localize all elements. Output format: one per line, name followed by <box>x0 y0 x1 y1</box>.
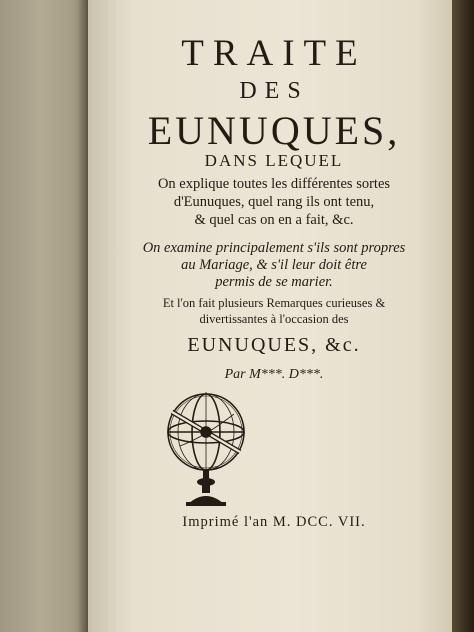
description-line: & quel cas on en a fait, &c. <box>194 212 354 228</box>
description-paragraph-2 <box>88 240 460 291</box>
title-repeat: EUNUQUES, &c. <box>187 334 361 356</box>
description-line: permis de se marier. <box>215 274 333 290</box>
armillary-sphere-icon <box>158 388 254 508</box>
description-line: On examine principalement s'ils sont propres <box>142 240 406 256</box>
subtitle: DANS LEQUEL <box>204 151 344 170</box>
title-line-1: TRAITE <box>181 33 367 74</box>
description-line: On explique toutes les différentes sortes <box>157 176 391 192</box>
description-paragraph-1 <box>88 175 460 229</box>
description-line: divertissantes à l'occasion des <box>199 312 349 326</box>
description-line: au Mariage, & s'il leur doit être <box>181 257 367 273</box>
imprint-line: Imprimé l'an M. DCC. VII. <box>182 514 366 530</box>
description-paragraph-3 <box>88 295 460 327</box>
author-line: Par M***. D***. <box>224 367 324 382</box>
description-line: d'Eunuques, quel rang ils ont tenu, <box>173 194 375 210</box>
title-line-3: EUNUQUES, <box>147 108 401 153</box>
title-line-2: DES <box>239 78 309 104</box>
description-line: Et l'on fait plusieurs Remarques curieuses & <box>162 296 386 310</box>
